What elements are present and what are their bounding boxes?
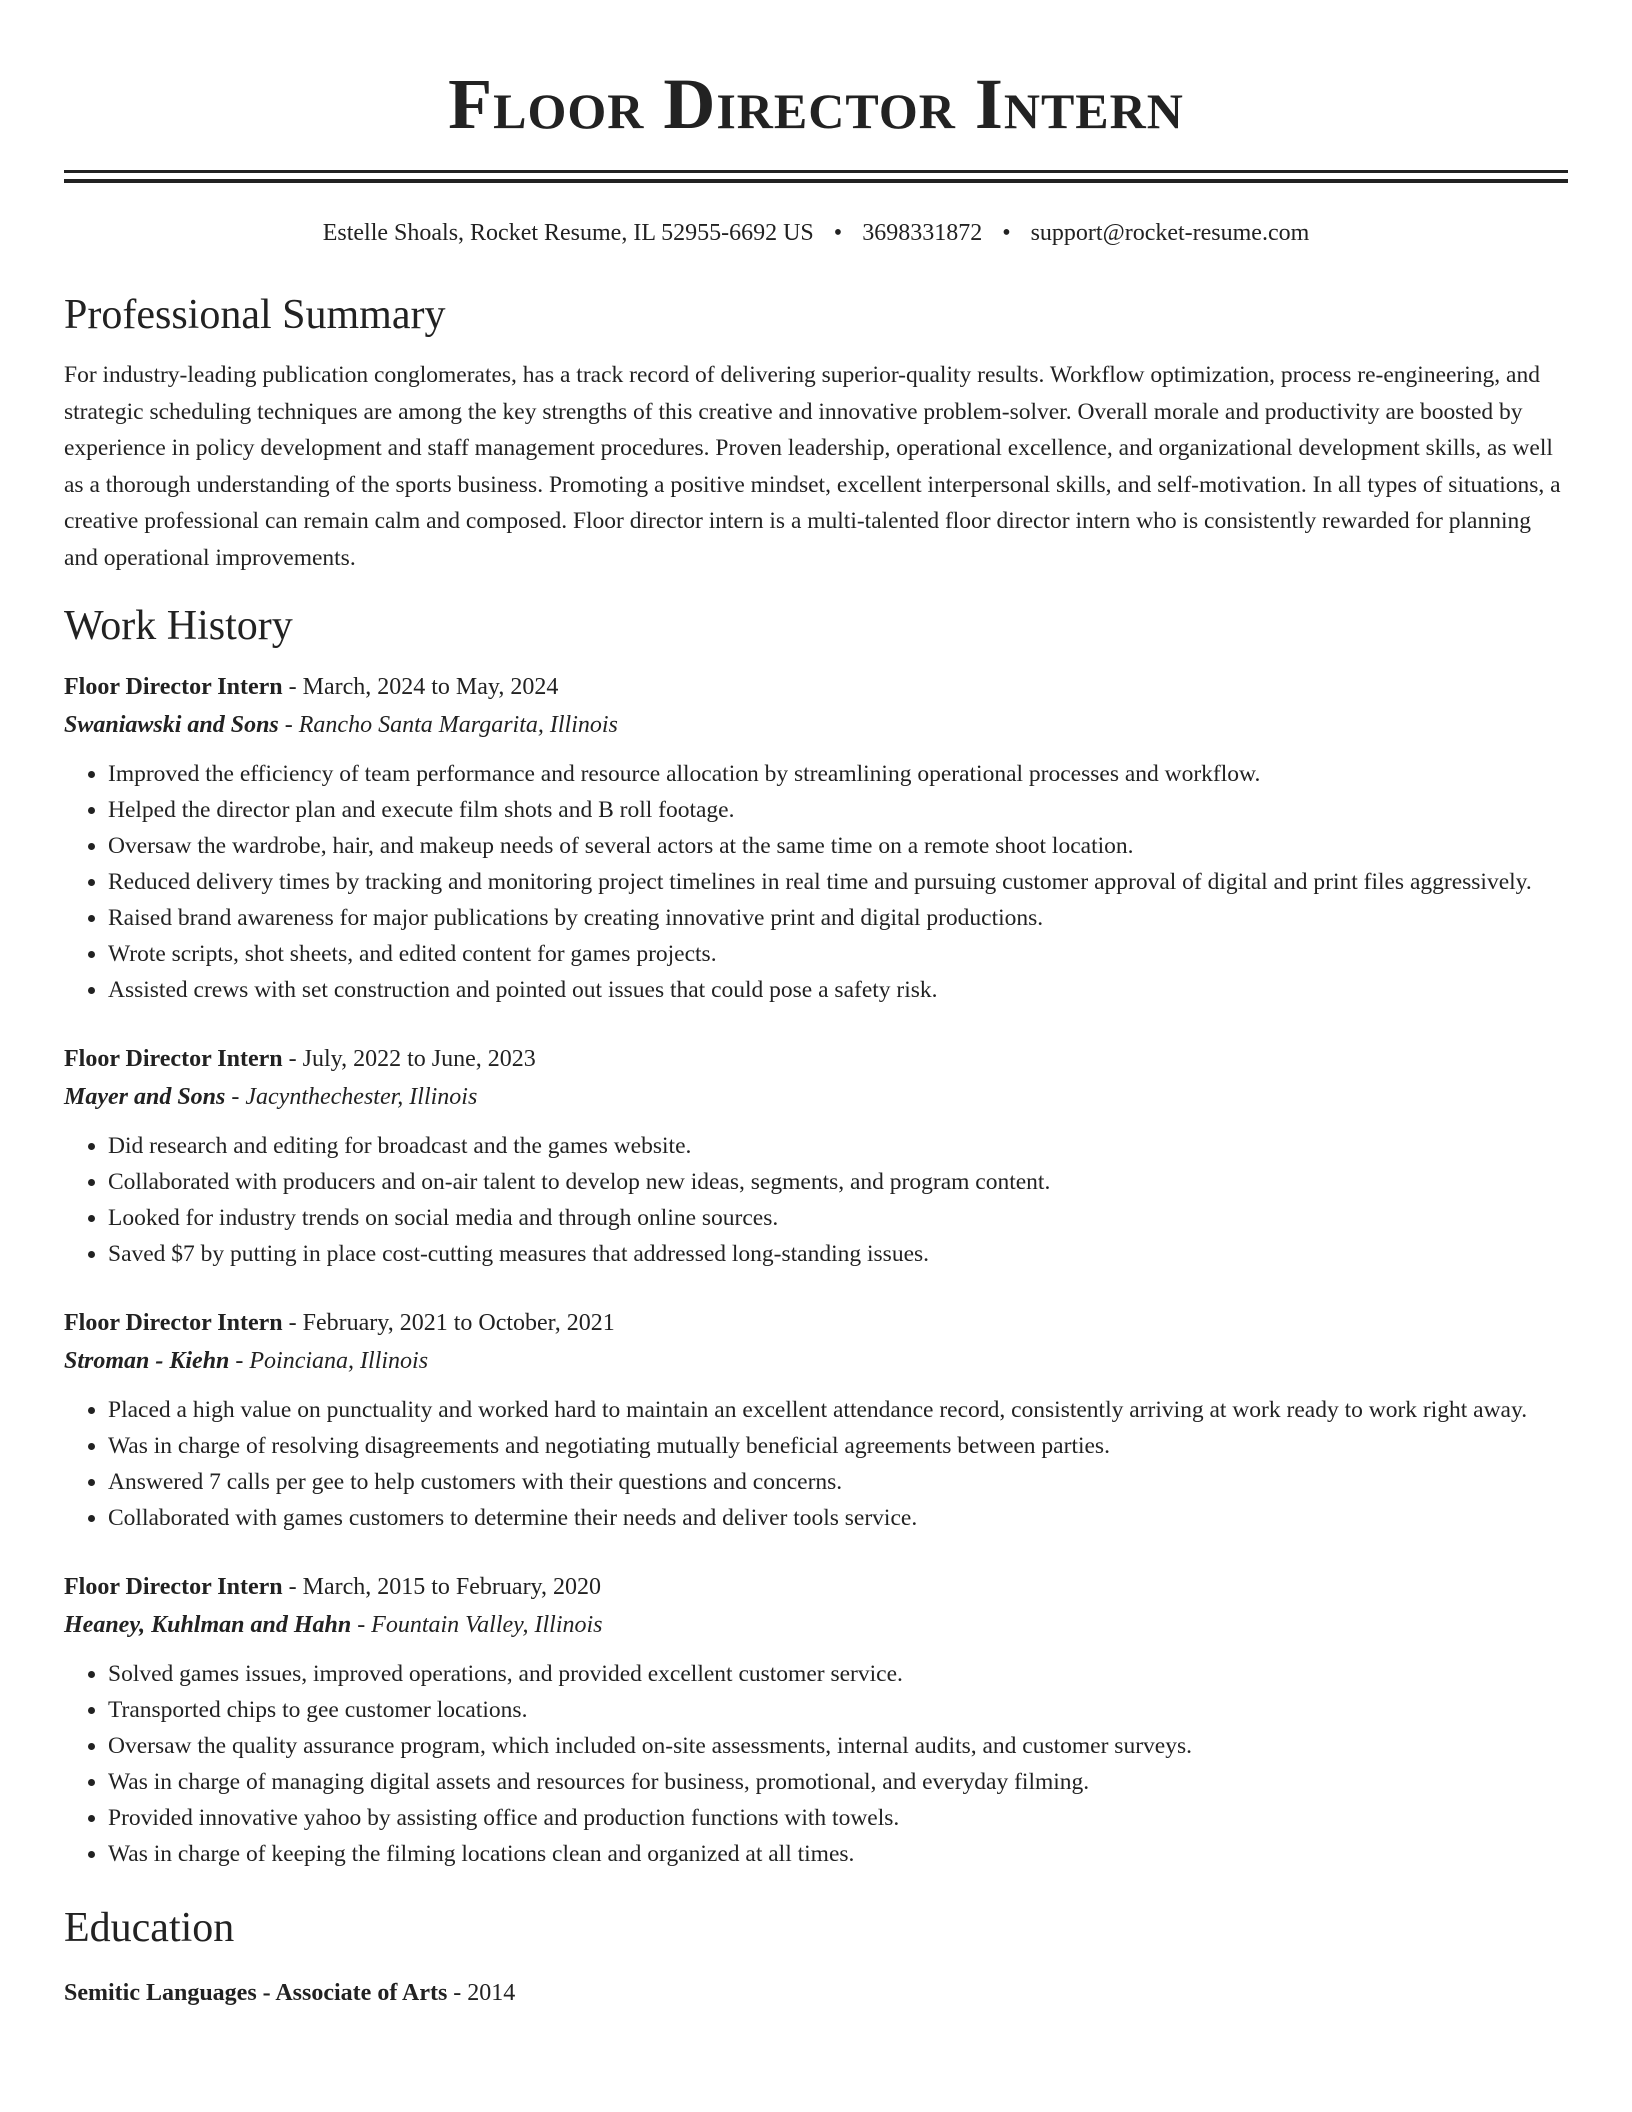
job-dates: - March, 2024 to May, 2024	[282, 674, 559, 700]
resume-title: Floor Director Intern	[448, 64, 1184, 144]
job-entry	[64, 668, 1568, 1008]
job-header	[64, 1568, 1568, 1606]
job-header	[64, 1040, 1568, 1078]
work-history-heading: Work History	[64, 603, 293, 649]
job-bullet: • Oversaw the wardrobe, hair, and makeup needs of several actors at the same time on a remote shoot location.	[108, 828, 1568, 864]
job-bullet: • Provided innovative yahoo by assisting office and production functions with towels.	[108, 1800, 1568, 1836]
job-bullet: • Was in charge of managing digital assets and resources for business, promotional, and everyday filming.	[108, 1764, 1568, 1800]
job-title: Floor Director Intern	[64, 674, 283, 700]
job-bullet: • Wrote scripts, shot sheets, and edited content for games projects.	[108, 936, 1568, 972]
job-bullet: • Looked for industry trends on social media and through online sources.	[108, 1200, 1568, 1236]
contact-separator: •	[833, 220, 843, 246]
company-line	[64, 1342, 1568, 1380]
job-bullet: • Did research and editing for broadcast and the games website.	[108, 1128, 1568, 1164]
job-bullet: • Solved games issues, improved operations, and provided excellent customer service.	[108, 1656, 1568, 1692]
job-dates: - February, 2021 to October, 2021	[282, 1310, 615, 1336]
job-dates: - July, 2022 to June, 2023	[282, 1046, 536, 1072]
company-location: - Rancho Santa Margarita, Illinois	[278, 712, 618, 738]
company-line	[64, 1078, 1568, 1116]
job-bullet: • Collaborated with producers and on-air talent to develop new ideas, segments, and program content.	[108, 1164, 1568, 1200]
job-bullet: • Transported chips to gee customer locations.	[108, 1692, 1568, 1728]
job-header	[64, 668, 1568, 706]
company-location: - Jacynthechester, Illinois	[225, 1084, 478, 1110]
job-title: Floor Director Intern	[64, 1310, 283, 1336]
company-name: Mayer and Sons	[64, 1084, 226, 1110]
job-bullet: • Saved $7 by putting in place cost-cutting measures that addressed long-standing issues.	[108, 1236, 1568, 1272]
job-bullet: • Was in charge of resolving disagreements and negotiating mutually beneficial agreements between parties.	[108, 1428, 1568, 1464]
job-bullet: • Placed a high value on punctuality and worked hard to maintain an excellent attendance record, consistently arriving at work ready to work right away.	[108, 1392, 1568, 1428]
job-title: Floor Director Intern	[64, 1574, 283, 1600]
education-degree: Semitic Languages - Associate of Arts	[64, 1980, 448, 2006]
contact-address: Estelle Shoals, Rocket Resume, IL 52955-6692 US	[322, 220, 814, 246]
contact-phone: 3698331872	[862, 220, 983, 246]
job-title: Floor Director Intern	[64, 1046, 283, 1072]
job-entry	[64, 1040, 1568, 1272]
job-bullets	[64, 1392, 1568, 1536]
company-location: - Poinciana, Illinois	[229, 1348, 429, 1374]
job-header	[64, 1304, 1568, 1342]
summary-text: For industry-leading publication conglomerates, has a track record of delivering superior-quality results. Workflow optimization, process re-engineering, and strategic scheduling techniques are among the key strengths of this creative and innovative problem-solver. Overall morale and productivity are boosted by experience in policy development and staff management procedures. Proven leadership, operational excellence, and organizational development skills, as well as a thorough understanding of the sports business. Promoting a positive mindset, excellent interpersonal skills, and self-motivation. In all types of situations, a creative professional can remain calm and composed. Floor director intern is a multi-talented floor director intern who is consistently rewarded for planning and operational improvements.	[64, 362, 1561, 571]
education-year: - 2014	[447, 1980, 516, 2006]
company-line	[64, 1606, 1568, 1644]
job-bullet: • Collaborated with games customers to determine their needs and deliver tools service.	[108, 1500, 1568, 1536]
job-bullet: • Answered 7 calls per gee to help customers with their questions and concerns.	[108, 1464, 1568, 1500]
job-bullet: • Reduced delivery times by tracking and monitoring project timelines in real time and pursuing customer approval of digital and print files aggressively.	[108, 864, 1568, 900]
contact-separator: •	[1002, 220, 1011, 246]
job-bullet: • Improved the efficiency of team performance and resource allocation by streamlining operational processes and workflow.	[108, 756, 1568, 792]
job-bullets	[64, 1656, 1568, 1872]
company-name: Stroman - Kiehn	[64, 1348, 230, 1374]
title-rule-bottom	[64, 179, 1568, 183]
summary-heading: Professional Summary	[64, 292, 446, 338]
job-dates: - March, 2015 to February, 2020	[282, 1574, 601, 1600]
education-entry	[64, 1974, 1568, 2012]
job-bullet: • Oversaw the quality assurance program, which included on-site assessments, internal audits, and customer surveys.	[108, 1728, 1568, 1764]
company-name: Heaney, Kuhlman and Hahn	[64, 1612, 352, 1638]
education-heading: Education	[64, 1905, 235, 1951]
job-bullets	[64, 1128, 1568, 1272]
job-bullet: • Assisted crews with set construction and pointed out issues that could pose a safety risk.	[108, 972, 1568, 1008]
company-name: Swaniawski and Sons	[64, 712, 279, 738]
contact-line	[64, 217, 1568, 249]
job-bullets	[64, 756, 1568, 1008]
job-entry	[64, 1304, 1568, 1536]
contact-email: support@rocket-resume.com	[1030, 220, 1310, 246]
company-location: - Fountain Valley, Illinois	[351, 1612, 603, 1638]
job-bullet: • Raised brand awareness for major publications by creating innovative print and digital productions.	[108, 900, 1568, 936]
job-bullet: • Helped the director plan and execute film shots and B roll footage.	[108, 792, 1568, 828]
job-bullet: • Was in charge of keeping the filming locations clean and organized at all times.	[108, 1836, 1568, 1872]
title-rule-top	[64, 170, 1568, 173]
company-line	[64, 706, 1568, 744]
job-entry	[64, 1568, 1568, 1872]
